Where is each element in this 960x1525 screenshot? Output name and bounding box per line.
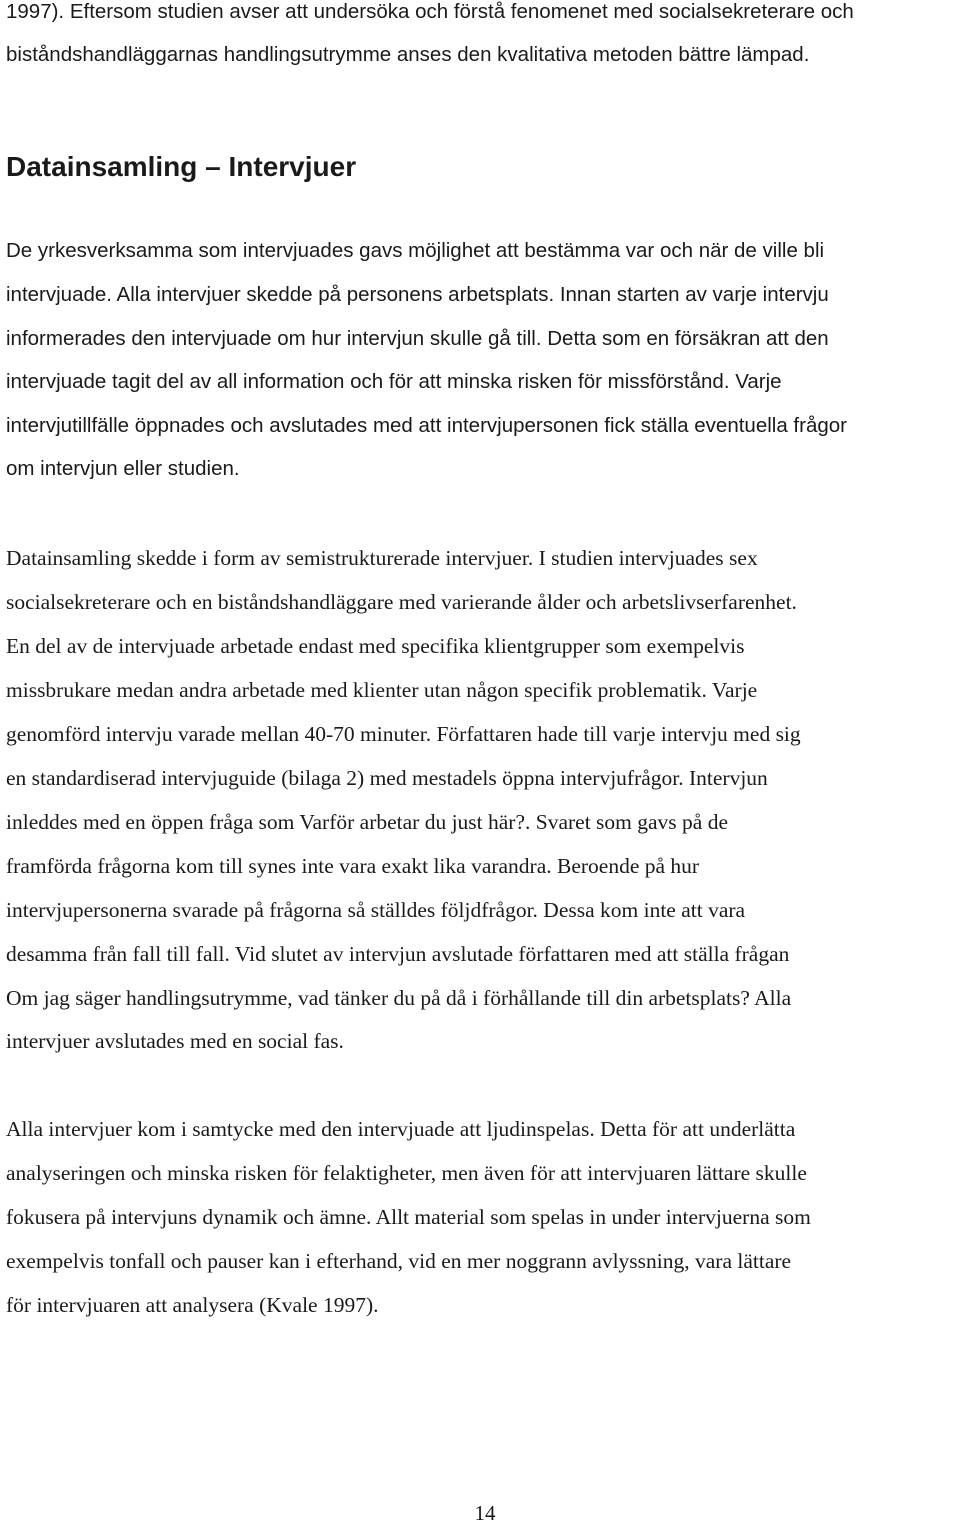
paragraph-2-line: desamma från fall till fall. Vid slutet av intervjun avslutade författaren med att ställa frågan xyxy=(6,942,790,966)
section-heading: Datainsamling – Intervjuer xyxy=(6,151,357,182)
paragraph-1-line: intervjuade. Alla intervjuer skedde på personens arbetsplats. Innan starten av varje intervju xyxy=(6,283,829,306)
page-number: 14 xyxy=(474,1501,496,1525)
intro-line: biståndshandläggarnas handlingsutrymme anses den kvalitativa metoden bättre lämpad. xyxy=(6,43,810,66)
paragraph-2-line: inleddes med en öppen fråga som Varför arbetar du just här?. Svaret som gavs på de xyxy=(6,810,729,834)
paragraph-2-line: missbrukare medan andra arbetade med klienter utan någon specifik problematik. Varje xyxy=(6,678,758,702)
paragraph-1-line: informerades den intervjuade om hur intervjun skulle gå till. Detta som en försäkran att den xyxy=(6,327,829,350)
paragraph-1-line: De yrkesverksamma som intervjuades gavs möjlighet att bestämma var och när de ville bli xyxy=(6,239,825,262)
paragraph-3-line: fokusera på intervjuns dynamik och ämne. Allt material som spelas in under intervjuerna som xyxy=(6,1205,811,1229)
paragraph-2-line: en standardiserad intervjuguide (bilaga 2) med mestadels öppna intervjufrågor. Intervjun xyxy=(6,766,768,790)
paragraph-1-line: intervjuade tagit del av all information och för att minska risken för missförstånd. Varje xyxy=(6,370,782,393)
paragraph-1-line: intervjutillfälle öppnades och avslutades med att intervjupersonen fick ställa eventuella frågor xyxy=(6,414,847,437)
paragraph-2-line: En del av de intervjuade arbetade endast med specifika klientgrupper som exempelvis xyxy=(6,634,745,658)
paragraph-2-line: intervjuer avslutades med en social fas. xyxy=(6,1029,344,1053)
paragraph-1-line: om intervjun eller studien. xyxy=(6,457,240,480)
paragraph-3-line: för intervjuaren att analysera (Kvale 1997). xyxy=(6,1293,379,1317)
paragraph-2-line: framförda frågorna kom till synes inte vara exakt lika varandra. Beroende på hur xyxy=(6,854,700,878)
paragraph-2-line: socialsekreterare och en biståndshandläggare med varierande ålder och arbetslivserfarenhet. xyxy=(6,590,797,614)
paragraph-2-line: Om jag säger handlingsutrymme, vad tänker du på då i förhållande till din arbetsplats? Alla xyxy=(6,986,792,1010)
intro-line: 1997). Eftersom studien avser att undersöka och förstå fenomenet med socialsekreterare och xyxy=(6,0,854,23)
paragraph-2-line: Datainsamling skedde i form av semistrukturerade intervjuer. I studien intervjuades sex xyxy=(6,546,758,570)
paragraph-2-line: intervjupersonerna svarade på frågorna så ställdes följdfrågor. Dessa kom inte att vara xyxy=(6,898,746,922)
paragraph-3-line: exempelvis tonfall och pauser kan i efterhand, vid en mer noggrann avlyssning, vara lättare xyxy=(6,1249,792,1273)
paragraph-3-line: analyseringen och minska risken för felaktigheter, men även för att intervjuaren lättare skulle xyxy=(6,1161,807,1185)
paragraph-3-line: Alla intervjuer kom i samtycke med den intervjuade att ljudinspelas. Detta för att underlätta xyxy=(6,1117,796,1141)
paragraph-2-line: genomförd intervju varade mellan 40-70 minuter. Författaren hade till varje intervju med sig xyxy=(6,722,801,746)
